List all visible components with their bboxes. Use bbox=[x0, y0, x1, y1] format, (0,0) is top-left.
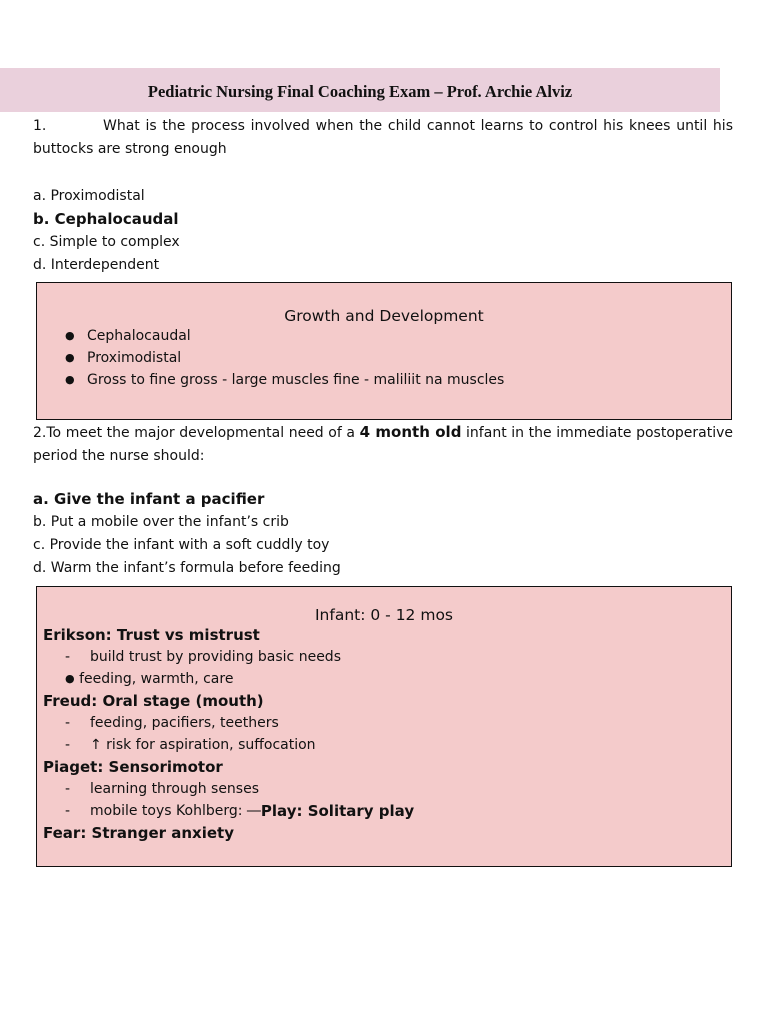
q2-option-c: c. Provide the infant with a soft cuddly toy bbox=[33, 537, 330, 553]
question-1-options bbox=[33, 185, 733, 277]
fear-heading: Fear: Stranger anxiety bbox=[43, 824, 234, 842]
list-item: ● Proximodistal bbox=[65, 347, 731, 369]
growth-development-title: Growth and Development bbox=[284, 307, 484, 325]
q1-option-d: d. Interdependent bbox=[33, 257, 160, 273]
q1-option-c: c. Simple to complex bbox=[33, 234, 180, 250]
q2-option-a: a. Give the infant a pacifier bbox=[33, 490, 265, 508]
growth-development-box bbox=[36, 282, 732, 420]
document-title: Pediatric Nursing Final Coaching Exam – Prof. Archie Alviz bbox=[147, 82, 573, 101]
question-2-text: 2.To meet the major developmental need of a 4 month old infant in the immediate postoperative period the nurse should: bbox=[33, 423, 733, 464]
play-type: Play: Solitary play bbox=[260, 802, 415, 820]
list-item: - feeding, pacifiers, teethers bbox=[65, 715, 279, 731]
list-item: ● Cephalocaudal bbox=[65, 325, 731, 347]
question-1-text bbox=[33, 115, 733, 161]
freud-heading: Freud: Oral stage (mouth) bbox=[43, 692, 264, 710]
q2-option-d: d. Warm the infant’s formula before feeding bbox=[33, 560, 341, 576]
bullet-icon: ● bbox=[65, 373, 75, 386]
list-item: - mobile toys Kohlberg: ― Play: Solitary play bbox=[65, 802, 415, 820]
piaget-heading: Piaget: Sensorimotor bbox=[43, 758, 223, 776]
question-2-options bbox=[33, 488, 733, 580]
growth-development-list bbox=[37, 325, 731, 391]
bullet-icon: ● bbox=[65, 329, 75, 342]
erikson-heading: Erikson: Trust vs mistrust bbox=[43, 626, 260, 644]
list-item: - build trust by providing basic needs bbox=[65, 649, 341, 665]
infant-box-title: Infant: 0 - 12 mos bbox=[314, 606, 454, 624]
list-item: - ↑ risk for aspiration, suffocation bbox=[65, 737, 316, 753]
q1-option-b: b. Cephalocaudal bbox=[33, 210, 179, 228]
infant-box bbox=[36, 586, 732, 867]
list-item: - learning through senses bbox=[65, 781, 260, 797]
question-2-age: 4 month old bbox=[359, 423, 462, 441]
list-item: ● Gross to fine gross - large muscles fine - maliliit na muscles bbox=[65, 369, 731, 391]
question-1-stem: What is the process involved when the child cannot learns to control his knees until his buttocks are strong enough bbox=[33, 118, 733, 157]
list-item: ● feeding, warmth, care bbox=[37, 668, 731, 690]
q2-option-b: b. Put a mobile over the infant’s crib bbox=[33, 514, 289, 530]
question-1-number: 1. bbox=[33, 118, 47, 134]
q1-option-a: a. Proximodistal bbox=[33, 188, 145, 204]
bullet-icon: ● bbox=[65, 672, 75, 685]
bullet-icon: ● bbox=[65, 351, 75, 364]
